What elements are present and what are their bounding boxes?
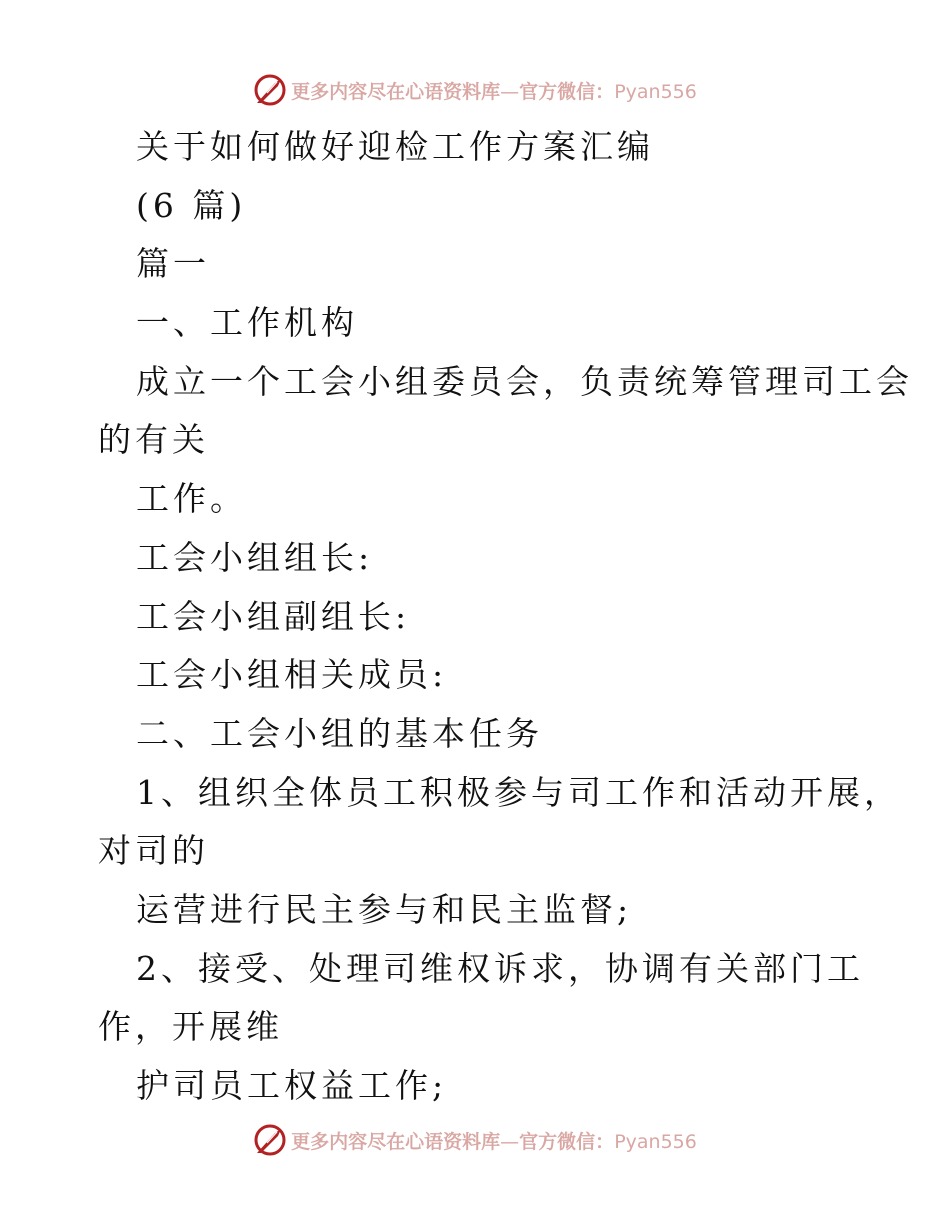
document-subtitle: (6 篇) <box>136 185 247 225</box>
header-watermark <box>0 70 950 110</box>
paragraph-line: 工作。 <box>136 479 247 519</box>
footer-watermark <box>0 1120 950 1160</box>
paragraph-line: 2、接受、处理司维权诉求，协调有关部门工 <box>136 948 864 988</box>
paragraph-line: 成立一个工会小组委员会，负责统筹管理司工会 <box>136 361 913 401</box>
document-title: 关于如何做好迎检工作方案汇编 <box>136 127 654 166</box>
quill-pen-circle-icon <box>253 73 287 107</box>
watermark-text: 更多内容尽在心语资料库—官方微信：Pyan556 <box>291 1130 697 1153</box>
watermark-text: 更多内容尽在心语资料库—官方微信：Pyan556 <box>291 80 697 103</box>
quill-pen-circle-icon <box>253 1123 287 1157</box>
paragraph-line: 的有关 <box>98 420 209 460</box>
paragraph-line: 工会小组副组长: <box>136 596 411 636</box>
section-heading: 一、工作机构 <box>136 303 358 343</box>
paragraph-line: 工会小组相关成员: <box>136 655 448 695</box>
paragraph-line: 运营进行民主参与和民主监督; <box>136 889 633 929</box>
paragraph-line: 对司的 <box>98 831 209 871</box>
paragraph-line: 护司员工权益工作; <box>136 1066 448 1105</box>
section-heading: 篇一 <box>136 244 210 284</box>
paragraph-line: 工会小组组长: <box>136 537 374 577</box>
section-heading: 二、工会小组的基本任务 <box>136 713 543 753</box>
document-body <box>0 118 950 1116</box>
paragraph-line: 1、组织全体员工积极参与司工作和活动开展， <box>136 772 901 812</box>
paragraph-line: 作，开展维 <box>98 1007 283 1047</box>
